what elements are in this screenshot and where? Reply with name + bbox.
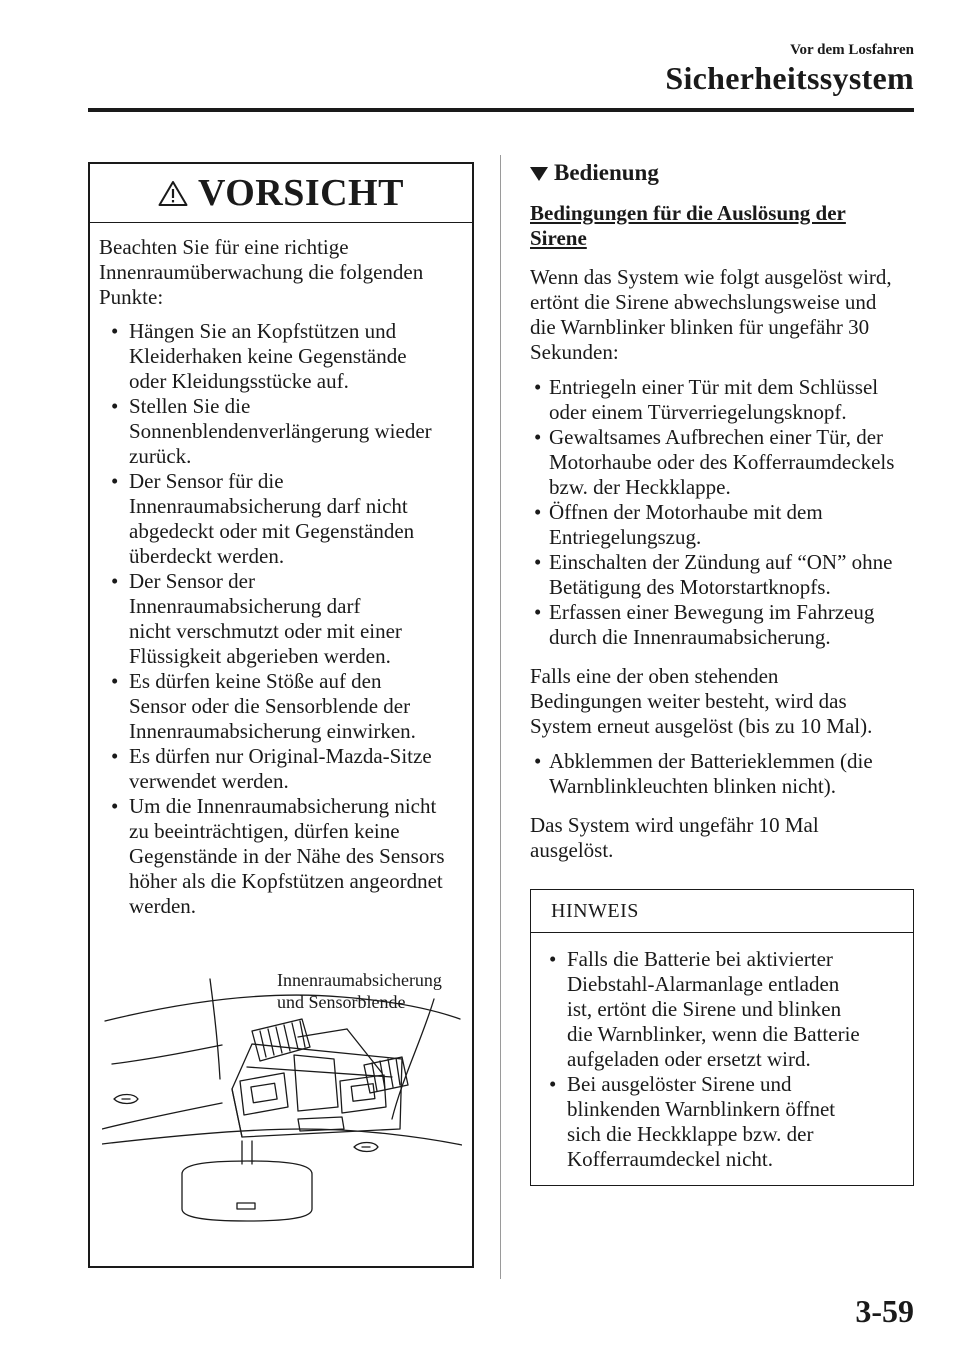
- trigger-list: [530, 375, 914, 650]
- list-item: [99, 669, 464, 744]
- illustration-label: [277, 969, 442, 1013]
- list-item-line: Abklemmen der Batterieklemmen (die: [549, 749, 873, 773]
- subheading-line: Sirene: [530, 226, 587, 250]
- list-item: [537, 947, 905, 1072]
- text-line: ausgelöst.: [530, 838, 614, 862]
- list-item-line: verwendet werden.: [129, 769, 289, 793]
- list-item-line: Flüssigkeit abgerieben werden.: [129, 644, 391, 668]
- illustration-label-line: und Sensorblende: [277, 992, 406, 1012]
- list-item: [99, 394, 464, 469]
- text-line: System erneut ausgelöst (bis zu 10 Mal).: [530, 714, 873, 738]
- header-title: Sicherheitssystem: [665, 60, 914, 96]
- list-item-line: Betätigung des Motorstartknopfs.: [549, 575, 831, 599]
- paragraph-2: [530, 664, 914, 739]
- bullet-glyph: •: [111, 669, 119, 693]
- bullet-glyph: •: [534, 375, 542, 399]
- list-item-line: Warnblinkleuchten blinken nicht).: [549, 774, 836, 798]
- text-line: Falls eine der oben stehenden: [530, 664, 779, 688]
- list-item: [530, 425, 914, 500]
- bullet-glyph: •: [111, 744, 119, 768]
- subheading-line: Bedingungen für die Auslösung der: [530, 201, 846, 225]
- list-item-line: Entriegeln einer Tür mit dem Schlüssel: [549, 375, 879, 399]
- list-item-line: abgedeckt oder mit Gegenständen: [129, 519, 415, 543]
- page-number: 3-59: [855, 1293, 914, 1329]
- text-line: Sekunden:: [530, 340, 619, 364]
- text-line: Bedingungen weiter besteht, wird das: [530, 689, 847, 713]
- list-item-line: zurück.: [129, 444, 192, 468]
- list-item-line: Erfassen einer Bewegung im Fahrzeug: [549, 600, 875, 624]
- list-item-line: oder einem Türverriegelungsknopf.: [549, 400, 847, 424]
- list-item-line: Kofferraumdeckel nicht.: [567, 1147, 774, 1171]
- list-item-line: ist, ertönt die Sirene und blinken: [567, 997, 842, 1021]
- interior-illustration: [102, 969, 462, 1259]
- text-line: Das System wird ungefähr 10 Mal: [530, 813, 819, 837]
- list-item-line: nicht verschmutzt oder mit einer: [129, 619, 402, 643]
- text-line: ertönt die Sirene abwechslungsweise und: [530, 290, 877, 314]
- header-section: Vor dem Losfahren: [790, 42, 914, 58]
- section-title: [530, 160, 914, 185]
- note-header: HINWEIS: [531, 890, 913, 933]
- paragraph-3: [530, 813, 914, 863]
- bullet-glyph: •: [534, 749, 542, 773]
- bullet-glyph: •: [534, 550, 542, 574]
- note-box: [530, 889, 914, 1186]
- list-item-line: werden.: [129, 894, 197, 918]
- caution-title: VORSICHT: [198, 172, 404, 214]
- paragraph-1: [530, 265, 914, 365]
- list-item: [99, 319, 464, 394]
- subheading: [530, 201, 914, 251]
- note-list: [537, 947, 905, 1172]
- list-item-line: Innenraumabsicherung darf nicht: [129, 494, 408, 518]
- bullet-glyph: •: [549, 1072, 557, 1096]
- list-item-line: Falls die Batterie bei aktivierter: [567, 947, 833, 971]
- list-item-line: überdeckt werden.: [129, 544, 285, 568]
- bullet-glyph: •: [111, 569, 119, 593]
- bullet-glyph: •: [111, 394, 119, 418]
- list-item: [99, 794, 464, 919]
- list-item-line: Innenraumabsicherung einwirken.: [129, 719, 416, 743]
- list-item-line: die Warnblinker, wenn die Batterie: [567, 1022, 860, 1046]
- caution-header: [90, 164, 472, 223]
- list-item: [530, 749, 914, 799]
- list-item-line: blinkenden Warnblinkern öffnet: [567, 1097, 836, 1121]
- text-line: die Warnblinker blinken für ungefähr 30: [530, 315, 870, 339]
- list-item-line: Der Sensor für die: [129, 469, 284, 493]
- caution-list: [99, 319, 464, 919]
- list-item-line: Es dürfen keine Stöße auf den: [129, 669, 382, 693]
- list-item-line: Motorhaube oder des Kofferraumdeckels: [549, 450, 895, 474]
- header-rule: [88, 108, 914, 112]
- text-line: Wenn das System wie folgt ausgelöst wird,: [530, 265, 892, 289]
- list-item-line: Es dürfen nur Original-Mazda-Sitze: [129, 744, 432, 768]
- list-item-line: Innenraumabsicherung darf: [129, 594, 361, 618]
- list-item-line: bzw. der Heckklappe.: [549, 475, 731, 499]
- exception-list: [530, 749, 914, 799]
- list-item-line: Entriegelungszug.: [549, 525, 702, 549]
- triangle-down-icon: [530, 167, 548, 181]
- note-body: [531, 933, 913, 1172]
- list-item-line: höher als die Kopfstützen angeordnet: [129, 869, 443, 893]
- bullet-glyph: •: [549, 947, 557, 971]
- section-title-text: Bedienung: [554, 160, 659, 185]
- list-item-line: zu beeinträchtigen, dürfen keine: [129, 819, 400, 843]
- caution-intro: Beachten Sie für eine richtige Innenraumüberwachung die folgenden Punkte:: [99, 235, 424, 309]
- list-item: [530, 600, 914, 650]
- bullet-glyph: •: [534, 425, 542, 449]
- list-item: [99, 569, 464, 669]
- list-item-line: Sensor oder die Sensorblende der: [129, 694, 411, 718]
- illustration-label-line: Innenraumabsicherung: [277, 970, 442, 990]
- list-item: [530, 550, 914, 600]
- bullet-glyph: •: [111, 469, 119, 493]
- list-item-line: Stellen Sie die: [129, 394, 251, 418]
- list-item-line: durch die Innenraumabsicherung.: [549, 625, 831, 649]
- list-item-line: Bei ausgelöster Sirene und: [567, 1072, 792, 1096]
- list-item-line: aufgeladen oder ersetzt wird.: [567, 1047, 811, 1071]
- list-item: [99, 744, 464, 794]
- list-item-line: Gegenstände in der Nähe des Sensors: [129, 844, 445, 868]
- bullet-glyph: •: [534, 500, 542, 524]
- list-item-line: Diebstahl-Alarmanlage entladen: [567, 972, 840, 996]
- list-item-line: Kleiderhaken keine Gegenstände: [129, 344, 407, 368]
- bullet-glyph: •: [111, 794, 119, 818]
- column-divider: [500, 155, 501, 1279]
- list-item: [530, 500, 914, 550]
- list-item-line: Der Sensor der: [129, 569, 255, 593]
- list-item-line: Um die Innenraumabsicherung nicht: [129, 794, 437, 818]
- list-item: [99, 469, 464, 569]
- warning-triangle-icon: [158, 180, 188, 207]
- bullet-glyph: •: [534, 600, 542, 624]
- bullet-glyph: •: [111, 319, 119, 343]
- right-column: [530, 160, 914, 873]
- list-item-line: Einschalten der Zündung auf “ON” ohne: [549, 550, 893, 574]
- list-item-line: Gewaltsames Aufbrechen einer Tür, der: [549, 425, 884, 449]
- list-item-line: Sonnenblendenverlängerung wieder: [129, 419, 432, 443]
- caution-body: [90, 223, 472, 919]
- list-item: [530, 375, 914, 425]
- list-item-line: Öffnen der Motorhaube mit dem: [549, 500, 823, 524]
- list-item-line: sich die Heckklappe bzw. der: [567, 1122, 814, 1146]
- caution-box: [88, 162, 474, 1268]
- list-item-line: Hängen Sie an Kopfstützen und: [129, 319, 397, 343]
- list-item-line: oder Kleidungsstücke auf.: [129, 369, 349, 393]
- list-item: [537, 1072, 905, 1172]
